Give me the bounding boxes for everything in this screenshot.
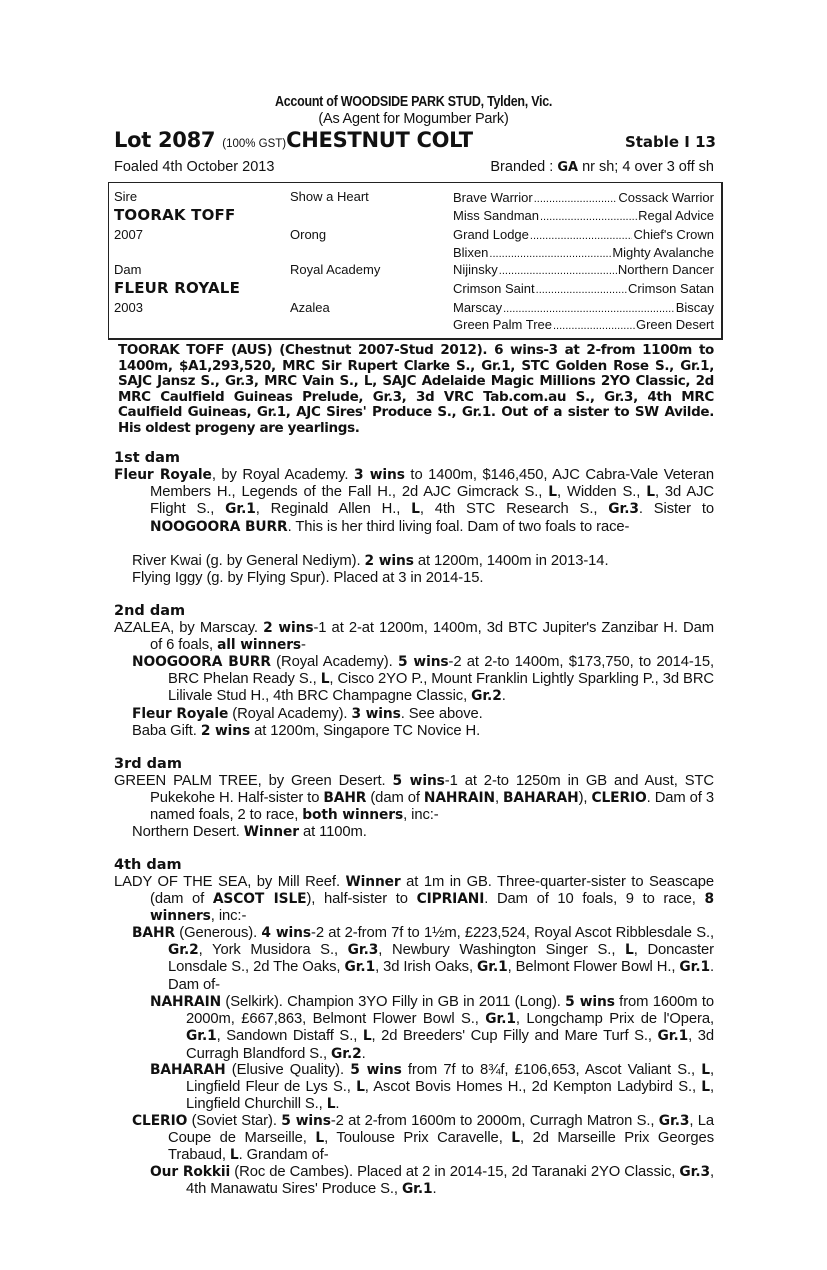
bold-text: L — [356, 1079, 365, 1096]
body-text: , La Coupe de Marseille, — [168, 1113, 714, 1147]
body-text: , 3d Irish Oaks, — [375, 959, 478, 976]
progeny-entry — [132, 1113, 714, 1165]
bold-text: Gr.1 — [679, 959, 710, 976]
body-text: , inc:- — [210, 908, 247, 925]
sire-name: TOORAK TOFF — [114, 206, 236, 224]
ancestor-right: Crimson Satan — [628, 281, 714, 296]
ancestor-left: Marscay — [453, 300, 503, 315]
bold-text: NAHRAIN — [423, 790, 495, 807]
ancestor-right: Biscay — [675, 300, 714, 315]
body-text: AZALEA, by Marscay. — [114, 620, 264, 636]
bold-text: 3 wins — [351, 706, 401, 722]
lot-title — [114, 128, 473, 152]
lot-header — [114, 128, 716, 156]
ancestor-row — [453, 245, 714, 260]
fourth-dam-heading: 4th dam — [114, 857, 182, 873]
bold-text: Fleur Royale — [132, 706, 229, 722]
bold-text: L — [701, 1079, 710, 1096]
bold-text: 4 wins — [261, 925, 311, 941]
ancestor-row — [453, 208, 714, 223]
body-text: , Lingfield Churchill S., — [186, 1079, 714, 1113]
brand-details: nr sh; 4 over 3 off sh — [578, 159, 714, 175]
body-text: (Royal Academy). — [228, 706, 352, 722]
bold-text: 3 wins — [353, 467, 405, 483]
body-text: (Selkirk). Champion 3YO Filly in GB in 2011 (Long). — [221, 994, 566, 1010]
body-text: ), half-sister to — [306, 891, 417, 908]
leader-dots — [540, 208, 637, 223]
bold-text: Fleur Royale — [114, 467, 212, 483]
bold-text: Gr.1 — [401, 1181, 433, 1198]
body-text: at 1200m, 1400m in 2013-14. — [413, 553, 609, 569]
body-text: GREEN PALM TREE, by Green Desert. — [114, 773, 393, 789]
bold-text: L — [326, 1096, 336, 1113]
bold-text: Gr.3 — [679, 1164, 710, 1180]
agent-note: (As Agent for Mogumber Park) — [318, 111, 509, 127]
bold-text: Gr.1 — [657, 1028, 689, 1045]
body-text: (Roc de Cambes). Placed at 2 in 2014-15, 2d Taranaki 2YO Classic, — [230, 1164, 680, 1180]
grand-progeny-entry — [150, 1164, 714, 1198]
body-text: at 1m in GB. Three-quarter-sister to Seascape (dam of — [150, 874, 714, 908]
body-text: , York Musidora S., — [198, 942, 348, 959]
bold-text: L — [320, 671, 330, 688]
body-text: , 4th Manawatu Sires' Produce S., — [186, 1164, 714, 1198]
sire-year: 2007 — [114, 227, 143, 242]
bold-text: 2 wins — [263, 620, 314, 636]
body-text: , Widden S., — [556, 484, 647, 501]
grand-progeny-entry — [150, 994, 714, 1063]
leader-dots — [553, 317, 635, 332]
bold-text: NAHRAIN — [150, 994, 222, 1010]
ancestor-left: Crimson Saint — [453, 281, 535, 296]
dam-entry — [114, 773, 714, 825]
body-text: River Kwai (g. by General Nediym). — [132, 553, 365, 569]
lot-description: CHESTNUT COLT — [286, 128, 473, 152]
bold-text: 5 wins — [565, 994, 615, 1010]
bold-text: BAHARAH — [150, 1062, 226, 1078]
body-text: , 2d Marseille Prix Georges Trabaud, — [168, 1130, 714, 1164]
bold-text: L — [548, 484, 557, 501]
body-text: (Soviet Star). — [187, 1113, 282, 1129]
body-text: . This is her third living foal. Dam of two foals to race- — [287, 518, 630, 535]
ancestor-right: Chief's Crown — [633, 227, 714, 242]
bold-text: CIPRIANI — [416, 891, 485, 908]
lot-number: Lot 2087 — [114, 128, 216, 152]
leader-dots — [499, 262, 617, 277]
body-text: -2 at 2-from 1600m to 2000m, Curragh Matron S., — [330, 1113, 659, 1129]
bold-text: Gr.1 — [225, 501, 256, 518]
ancestor-right: Cossack Warrior — [618, 190, 714, 205]
body-text: -1 at 2-to 1250m in GB and Aust, STC Pukekohe H. Half-sister to — [150, 773, 714, 807]
body-text: . Dam of 10 foals, 9 to race, — [484, 891, 705, 908]
body-text: to 1400m, $146,450, AJC Cabra-Vale Veteran Members H., Legends of the Fall H., 2d AJC Gimcrack S., — [150, 467, 715, 501]
bold-text: NOOGOORA BURR — [150, 518, 288, 535]
body-text: , 3d AJC Flight S., — [150, 484, 714, 518]
sire-label: Sire — [114, 189, 138, 204]
body-text: . — [501, 688, 506, 705]
bold-text: L — [646, 484, 655, 501]
grand-progeny-entry — [150, 1062, 714, 1114]
stable-location: Stable I 13 — [624, 133, 716, 151]
dam-entry — [114, 467, 714, 536]
bold-text: BAHARAH — [502, 790, 579, 807]
body-text: (Generous). — [174, 925, 262, 941]
body-text: from 1600m to 2000m, £667,863, Belmont Flower Bowl S., — [186, 994, 714, 1028]
body-text: -2 at 2-to 1400m, $173,750, to 2014-15, BRC Phelan Ready S., — [168, 654, 714, 688]
bold-text: 2 wins — [200, 723, 251, 739]
ancestor-right: Regal Advice — [638, 208, 714, 223]
bold-text: Gr.1 — [344, 959, 376, 976]
bold-text: all winners — [217, 637, 302, 654]
body-text: , 2d Breeders' Cup Filly and Mare Turf S., — [371, 1028, 658, 1045]
bold-text: L — [411, 501, 420, 518]
dam-entry — [114, 620, 714, 654]
bold-text: NOOGOORA BURR — [132, 654, 271, 670]
bold-text: Winner — [243, 824, 299, 840]
bold-text: Gr.3 — [347, 942, 379, 959]
bold-text: L — [511, 1130, 520, 1147]
body-text: (Elusive Quality). — [225, 1062, 351, 1078]
sire-sire: Show a Heart — [290, 189, 369, 204]
body-text: . Dam of- — [168, 959, 714, 993]
body-text: . See above. — [400, 706, 483, 722]
body-text: LADY OF THE SEA, by Mill Reef. — [114, 874, 346, 890]
first-dam-heading: 1st dam — [114, 450, 180, 466]
body-text: , Lingfield Fleur de Lys S., — [186, 1062, 714, 1096]
body-text: , Ascot Bovis Homes H., 2d Kempton Ladybird S., — [364, 1079, 702, 1096]
bold-text: 5 wins — [392, 773, 445, 789]
body-text: , Cisco 2YO P., Mount Franklin Lightly Sparkling P., 3d BRC Lilivale Stud H., 4th BRC Champagne Classic, — [168, 671, 714, 705]
body-text: at 1200m, Singapore TC Novice H. — [250, 723, 481, 739]
bold-text: 5 wins — [397, 654, 449, 670]
bold-text: Gr.2 — [168, 942, 199, 959]
bold-text: Gr.3 — [608, 501, 639, 518]
ancestor-row — [453, 190, 714, 205]
progeny-entry — [132, 706, 714, 723]
body-text: . Dam of 3 named foals, 2 to race, — [150, 790, 714, 824]
ancestor-row — [453, 281, 714, 296]
body-text: Baba Gift. — [132, 723, 201, 739]
body-text: , 4th STC Research S., — [419, 501, 609, 518]
body-text: , Belmont Flower Bowl H., — [507, 959, 680, 976]
body-text: . Grandam of- — [238, 1147, 329, 1164]
bold-text: Gr.1 — [186, 1028, 217, 1045]
sire-dam: Orong — [290, 227, 327, 242]
bold-text: 8 winners — [150, 891, 714, 925]
dam-name: FLEUR ROYALE — [114, 279, 241, 297]
foaled-date: Foaled 4th October 2013 — [114, 159, 275, 175]
bold-text: Gr.2 — [331, 1045, 362, 1062]
body-text: - — [301, 637, 306, 654]
ancestor-row — [453, 317, 714, 332]
body-text: from 7f to 8¾f, £106,653, Ascot Valiant S., — [401, 1062, 702, 1078]
bold-text: L — [229, 1147, 239, 1164]
bold-text: ASCOT ISLE — [212, 891, 307, 908]
body-text: ), — [578, 790, 592, 807]
body-text: Northern Desert. — [132, 824, 244, 840]
second-dam-heading: 2nd dam — [114, 603, 186, 619]
bold-text: Winner — [345, 874, 401, 890]
ancestor-row — [453, 227, 714, 242]
body-text: -1 at 2-at 1200m, 1400m, 3d BTC Jupiter's Zanzibar H. Dam of 6 foals, — [150, 620, 714, 654]
body-text: . — [361, 1045, 366, 1062]
ancestor-left: Nijinsky — [453, 262, 498, 277]
third-dam-heading: 3rd dam — [114, 756, 182, 772]
bold-text: Our Rokkii — [150, 1164, 231, 1180]
ancestor-left: Green Palm Tree — [453, 317, 552, 332]
bold-text: L — [625, 942, 634, 959]
body-text: , Toulouse Prix Caravelle, — [324, 1130, 512, 1147]
body-text: , Doncaster Lonsdale S., 2d The Oaks, — [168, 942, 714, 976]
body-text: at 1100m. — [298, 824, 367, 840]
ancestor-row — [453, 300, 714, 315]
ancestor-right: Mighty Avalanche — [612, 245, 714, 260]
progeny-entry — [132, 654, 714, 706]
leader-dots — [489, 245, 611, 260]
bold-text: 2 wins — [364, 553, 414, 569]
bold-text: 5 wins — [350, 1062, 402, 1078]
body-text: (Royal Academy). — [270, 654, 398, 670]
bold-text: CLERIO — [591, 790, 647, 807]
consignor-line: Account of WOODSIDE PARK STUD, Tylden, Vic. — [275, 94, 553, 110]
body-text: , Reginald Allen H., — [255, 501, 412, 518]
bold-text: BAHR — [323, 790, 367, 807]
sire-summary: TOORAK TOFF (AUS) (Chestnut 2007-Stud 2012). 6 wins-3 at 2-from 1100m to 1400m, $A1,293,520, MRC Sir Rupert Clarke S., Gr.1, STC Golden Rose S., Gr.1, SAJC Jansz S., Gr.3, MRC Vain S., L, SAJC Adelaide Magic Millions 2YO Classic, 2d MRC Caulfield Guineas Prelude, Gr.3, 3d VRC Tab.com.au S., Gr.3, 4th MRC Caulfield Guineas, Gr.1, AJC Sires' Produce S., Gr.1. Out of a sister to SW Avilde. His oldest progeny are yearlings. — [118, 342, 714, 436]
dam-dam: Azalea — [290, 300, 330, 315]
body-text: , inc:- — [403, 807, 439, 824]
ancestor-row — [453, 262, 714, 277]
body-text: , — [494, 790, 503, 807]
gst-note: (100% GST) — [222, 138, 287, 150]
ancestor-left: Blixen — [453, 245, 489, 260]
leader-dots — [530, 227, 633, 242]
dam-sire: Royal Academy — [290, 262, 381, 277]
bold-text: BAHR — [132, 925, 175, 941]
brand-info — [490, 159, 714, 175]
body-text: -2 at 2-from 7f to 1½m, £223,524, Royal Ascot Ribblesdale S., — [311, 925, 714, 941]
body-text: (dam of — [366, 790, 424, 807]
body-text: , Newbury Washington Singer S., — [378, 942, 626, 959]
ancestor-right: Green Desert — [635, 317, 714, 332]
leader-dots — [503, 300, 675, 315]
progeny-entry — [132, 925, 714, 994]
leader-dots — [534, 190, 618, 205]
bold-text: CLERIO — [132, 1113, 188, 1129]
progeny-entry — [132, 570, 714, 587]
ancestor-right: Northern Dancer — [617, 262, 714, 277]
branded-label: Branded : — [490, 159, 558, 175]
bold-text: L — [315, 1130, 325, 1147]
bold-text: both winners — [302, 807, 404, 824]
dam-year: 2003 — [114, 300, 143, 315]
body-text: , Sandown Distaff S., — [216, 1028, 363, 1045]
body-text: . — [335, 1096, 340, 1113]
dam-entry — [114, 874, 714, 926]
bold-text: 5 wins — [281, 1113, 331, 1129]
body-text: . — [432, 1181, 437, 1198]
bold-text: Gr.2 — [471, 688, 502, 705]
body-text: , by Royal Academy. — [211, 467, 354, 483]
body-text: , 3d Curragh Blandford S., — [186, 1028, 714, 1062]
progeny-entry — [132, 553, 714, 570]
leader-dots — [536, 281, 627, 296]
bold-text: Gr.3 — [658, 1113, 690, 1129]
progeny-entry — [132, 723, 714, 740]
pedigree-table — [108, 182, 723, 340]
body-text: . Sister to — [638, 501, 715, 518]
progeny-entry — [132, 824, 714, 841]
body-text: , Longchamp Prix de l'Opera, — [515, 1011, 715, 1028]
bold-text: L — [362, 1028, 372, 1045]
ancestor-left: Grand Lodge — [453, 227, 529, 242]
body-text: Flying Iggy (g. by Flying Spur). Placed at 3 in 2014-15. — [132, 570, 484, 586]
ancestor-left: Miss Sandman — [453, 208, 539, 223]
ancestor-left: Brave Warrior — [453, 190, 533, 205]
dam-label: Dam — [114, 262, 142, 277]
bold-text: L — [701, 1062, 710, 1078]
bold-text: Gr.1 — [485, 1011, 516, 1028]
bold-text: Gr.1 — [477, 959, 508, 976]
brand-mark: GA — [557, 160, 579, 175]
